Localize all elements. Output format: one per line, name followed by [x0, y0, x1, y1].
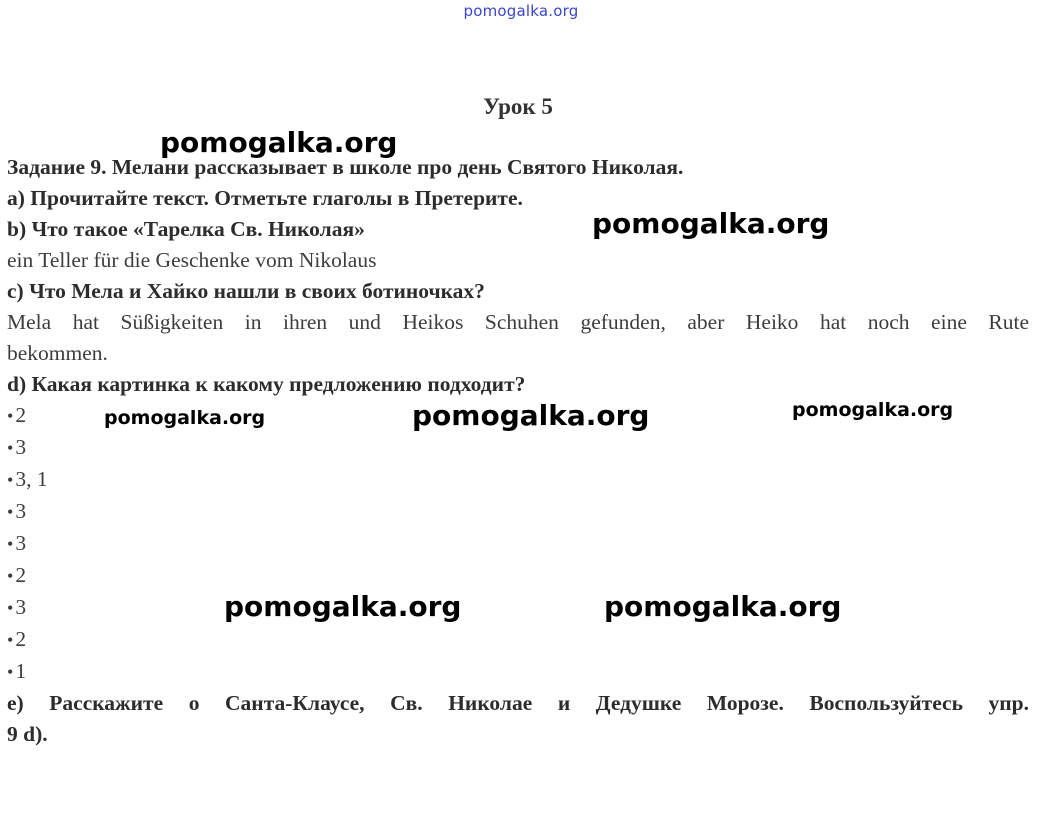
watermark: pomogalka.org [412, 399, 650, 432]
list-item-value: 3 [15, 499, 27, 523]
watermark: pomogalka.org [792, 399, 954, 421]
task-part-e-line-2: 9 d). [7, 722, 48, 746]
task-part-a: a) Прочитайте текст. Отметьте глаголы в Претерите. [7, 186, 523, 210]
lesson-title: Урок 5 [483, 94, 553, 119]
site-header-link[interactable]: pomogalka.org [463, 2, 579, 20]
task-part-e-line-1: e) Расскажите о Санта-Клаусе, Св. Николае и Дедушке Морозе. Воспользуйтесь упр. [7, 691, 1029, 715]
bullet-icon: • [7, 534, 14, 554]
list-item [7, 528, 1029, 560]
task-part-c: c) Что Мела и Хайко нашли в своих ботиночках? [7, 279, 485, 303]
list-item [7, 464, 1029, 496]
list-item-value: 2 [15, 403, 27, 427]
watermark: pomogalka.org [160, 126, 398, 159]
bullet-icon: • [7, 406, 14, 426]
bullet-icon: • [7, 630, 14, 650]
list-item [7, 656, 1029, 688]
list-item [7, 432, 1029, 464]
task-heading: Задание 9. Мелани рассказывает в школе про день Святого Николая. [7, 155, 684, 179]
bullet-icon: • [7, 438, 14, 458]
list-item-value: 3 [15, 435, 27, 459]
watermark: pomogalka.org [104, 407, 266, 429]
task-part-d: d) Какая картинка к какому предложению подходит? [7, 372, 526, 396]
list-item-value: 3, 1 [15, 467, 48, 491]
list-item [7, 560, 1029, 592]
watermark: pomogalka.org [604, 590, 842, 623]
list-item-value: 3 [15, 531, 27, 555]
task-content [7, 152, 1029, 750]
list-item [7, 496, 1029, 528]
list-item-value: 2 [15, 563, 27, 587]
task-part-b: b) Что такое «Тарелка Св. Николая» [7, 217, 365, 241]
list-item-value: 2 [15, 627, 27, 651]
bullet-icon: • [7, 470, 14, 490]
list-item-value: 3 [15, 595, 27, 619]
answer-d-list [7, 400, 1029, 688]
answer-c-line-2: bekommen. [7, 341, 108, 365]
watermark: pomogalka.org [592, 207, 830, 240]
list-item [7, 592, 1029, 624]
list-item [7, 624, 1029, 656]
bullet-icon: • [7, 502, 14, 522]
bullet-icon: • [7, 566, 14, 586]
watermark: pomogalka.org [224, 590, 462, 623]
bullet-icon: • [7, 598, 14, 618]
list-item-value: 1 [15, 659, 27, 683]
bullet-icon: • [7, 662, 14, 682]
answer-c-line-1: Mela hat Süßigkeiten in ihren und Heikos Schuhen gefunden, aber Heiko hat noch eine Rute [7, 310, 1029, 334]
answer-b: ein Teller für die Geschenke vom Nikolaus [7, 248, 377, 272]
